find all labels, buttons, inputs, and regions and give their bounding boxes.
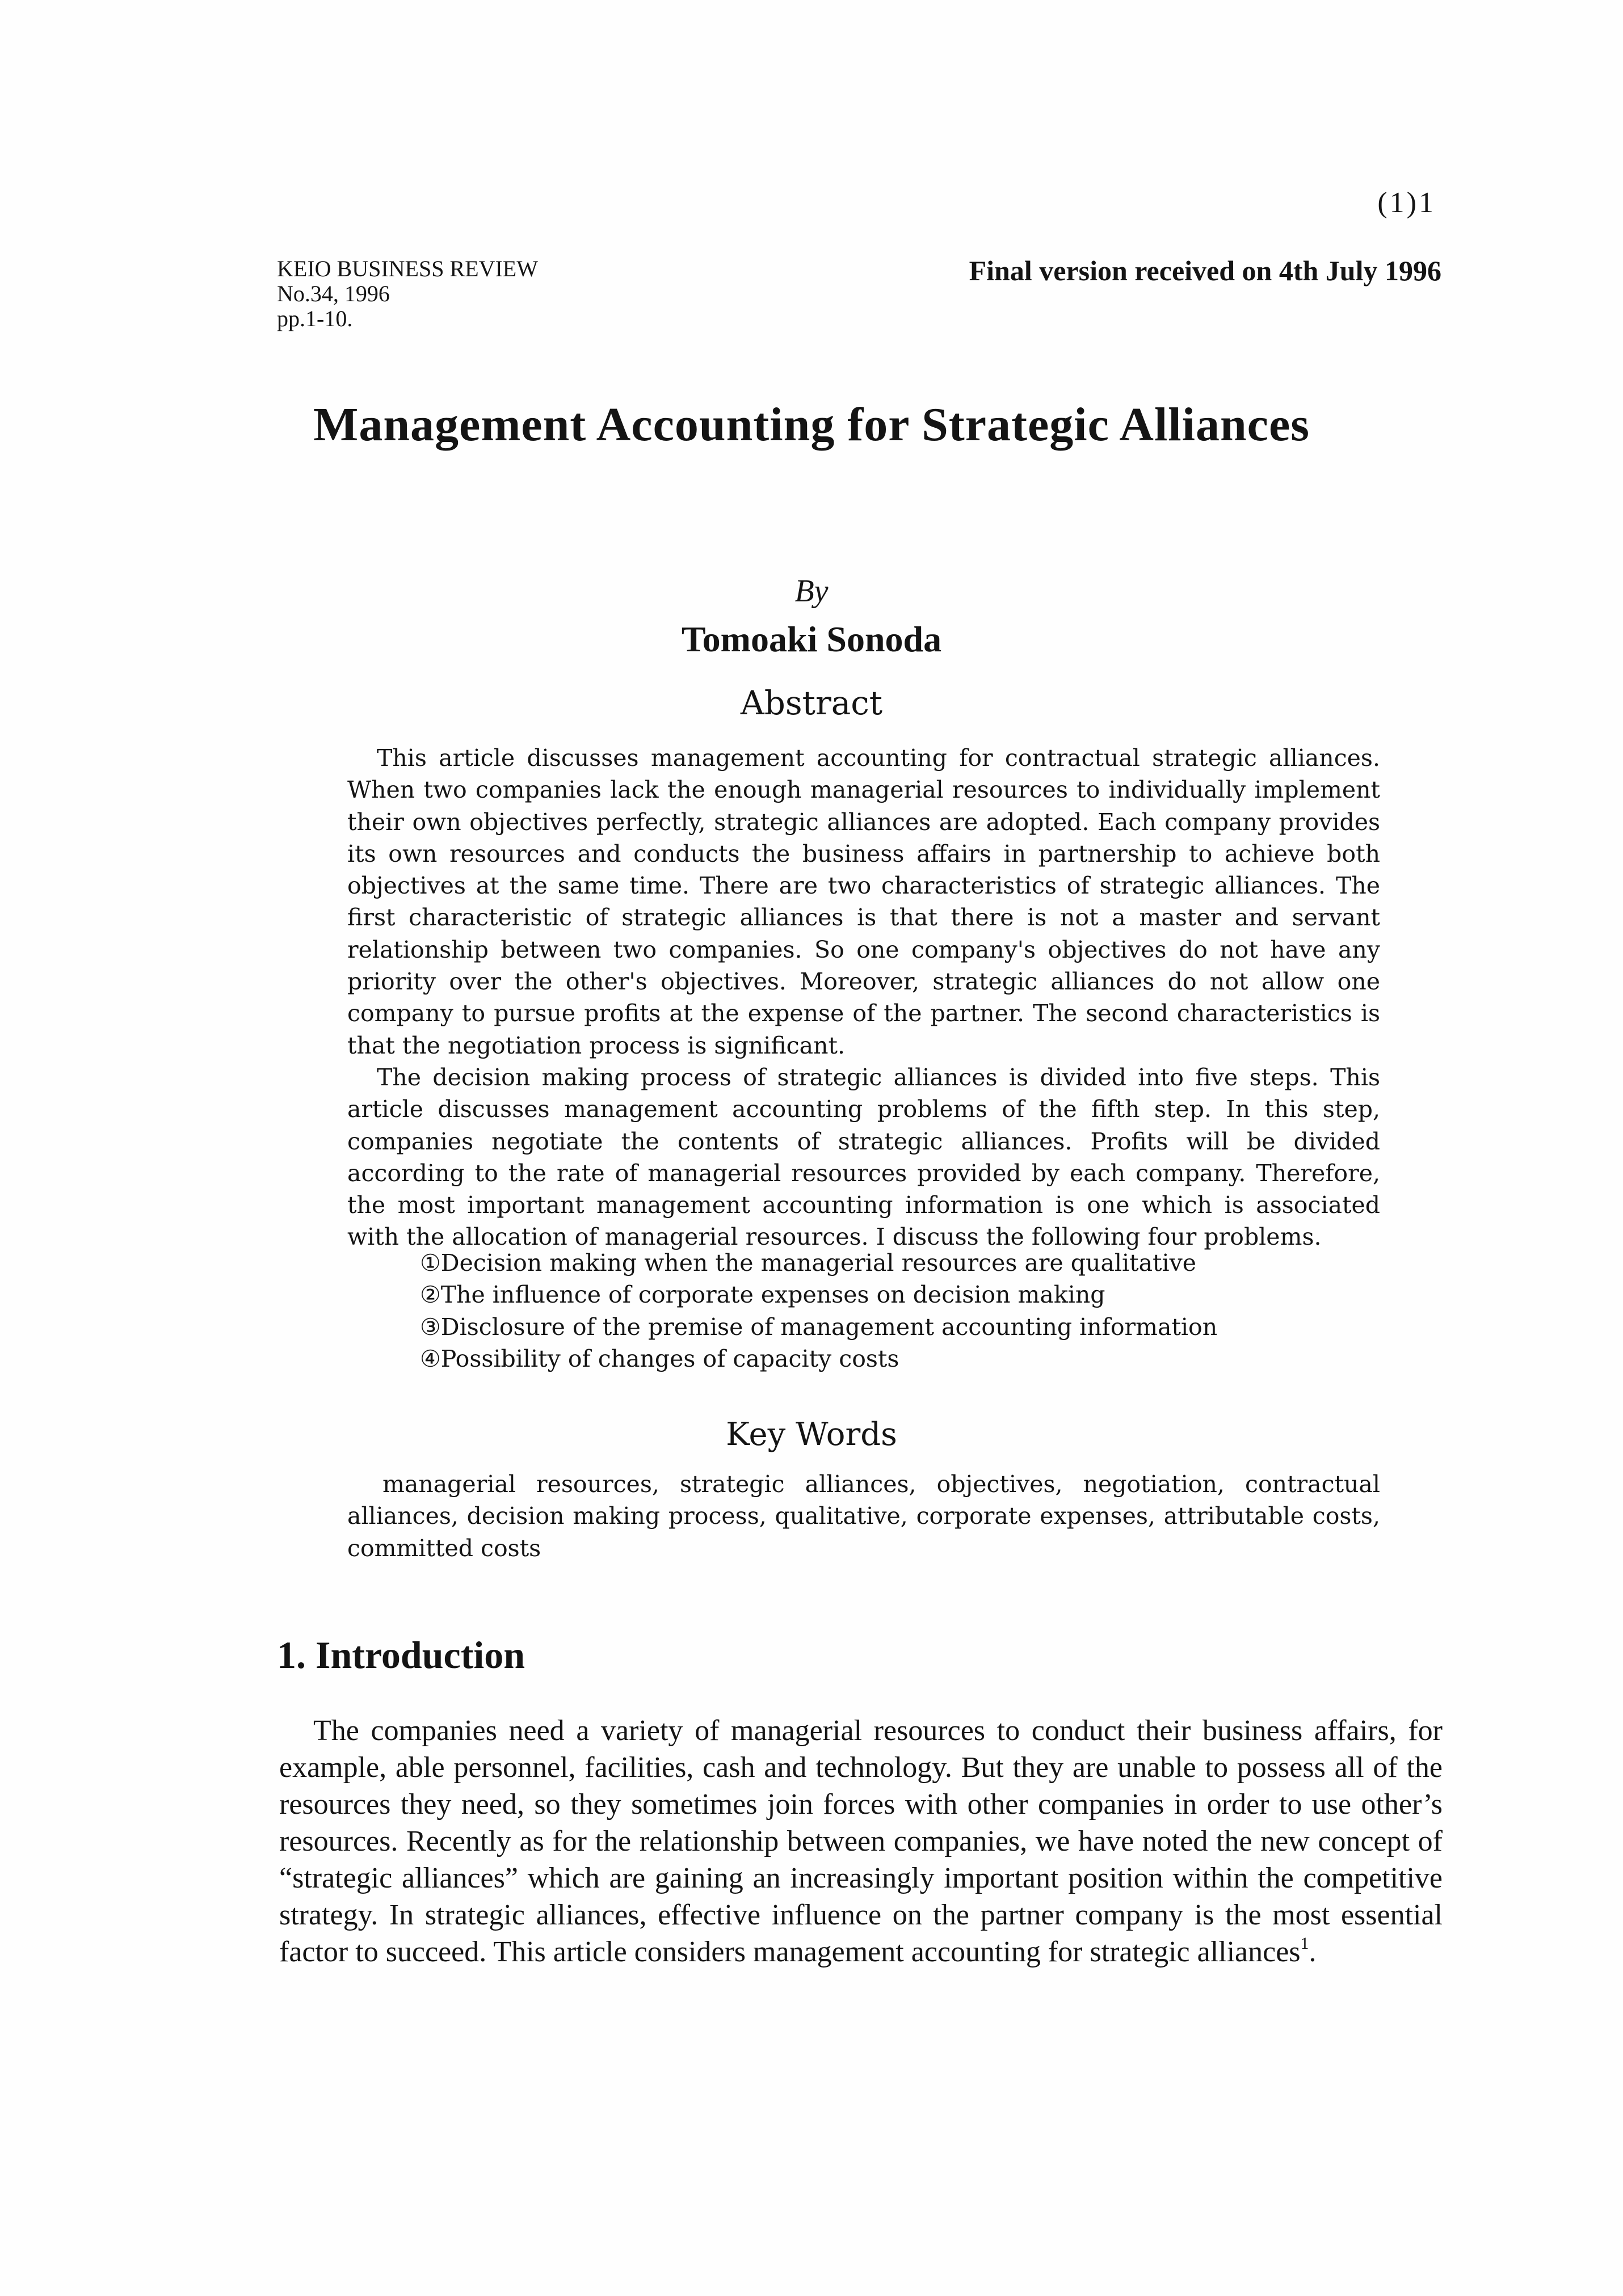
byline-label: By xyxy=(794,574,829,609)
author-name: Tomoaki Sonoda xyxy=(681,619,942,659)
problem-item: ②The influence of corporate expenses on decision making xyxy=(420,1281,1105,1309)
journal-issue: No.34, 1996 xyxy=(277,281,390,306)
keywords-list: managerial resources, strategic alliances, objectives, negotiation, contractual alliances, decision making process, qualitative, corporate expenses, attributable costs, committed costs xyxy=(347,1471,1380,1562)
introduction-text: The companies need a variety of managerial resources to conduct their business affairs, for example, able personnel, facilities, cash and technology. But they are unable to possess all of the resources they need, so they sometimes join forces with other companies in order to use other’s resources. Recently as for the relationship between companies, we have noted the new concept of “strategic alliances” which are gaining an increasingly important position within the competitive strategy. In strategic alliances, effective influence on the partner company is the most essential factor to succeed. This article considers management accounting for strategic alliances xyxy=(279,1714,1443,1968)
end-punctuation: . xyxy=(1309,1936,1317,1968)
journal-name: KEIO BUSINESS REVIEW xyxy=(277,256,538,281)
problem-item: ④Possibility of changes of capacity costs xyxy=(420,1345,899,1372)
footnote-marker[interactable]: 1 xyxy=(1300,1934,1309,1953)
page-number: (1)1 xyxy=(1377,187,1436,219)
abstract-paragraph: The decision making process of strategic alliances is divided into five steps. This article discusses management accounting problems of the fifth step. In this step, companies negotiate the contents of strategic alliances. Profits will be divided according to the rate of managerial resources provided by each company. Therefore, the most important management accounting information is one which is associated with the allocation of managerial resources. I discuss the following four problems. xyxy=(347,1063,1380,1251)
abstract-paragraph: This article discusses management accounting for contractual strategic alliances. When two companies lack the enough managerial resources to individually implement their own objectives perfectly, strategic alliances are adopted. Each company provides its own resources and conducts the business affairs in partnership to achieve both objectives at the same time. There are two characteristics of strategic alliances. The first characteristic of strategic alliances is that there is not a master and servant relationship between two companies. So one company's objectives do not have any priority over the other's objectives. Moreover, strategic alliances do not allow one company to pursue profits at the expense of the partner. The second characteristics is that the negotiation process is significant. xyxy=(347,744,1380,1059)
abstract-body xyxy=(347,742,1380,1253)
section-heading-introduction: 1. Introduction xyxy=(277,1633,525,1676)
introduction-paragraph xyxy=(279,1712,1443,1970)
abstract-heading: Abstract xyxy=(740,684,883,722)
received-date: Final version received on 4th July 1996 xyxy=(969,255,1441,287)
problem-item: ③Disclosure of the premise of management accounting information xyxy=(420,1313,1218,1341)
keywords-heading: Key Words xyxy=(726,1416,897,1453)
journal-info xyxy=(277,256,538,331)
journal-pages: pp.1-10. xyxy=(277,306,353,331)
article-title: Management Accounting for Strategic Alliances xyxy=(313,398,1310,451)
problem-item: ①Decision making when the managerial resources are qualitative xyxy=(420,1249,1197,1277)
introduction-body xyxy=(279,1712,1443,1970)
problem-list xyxy=(420,1247,1217,1375)
